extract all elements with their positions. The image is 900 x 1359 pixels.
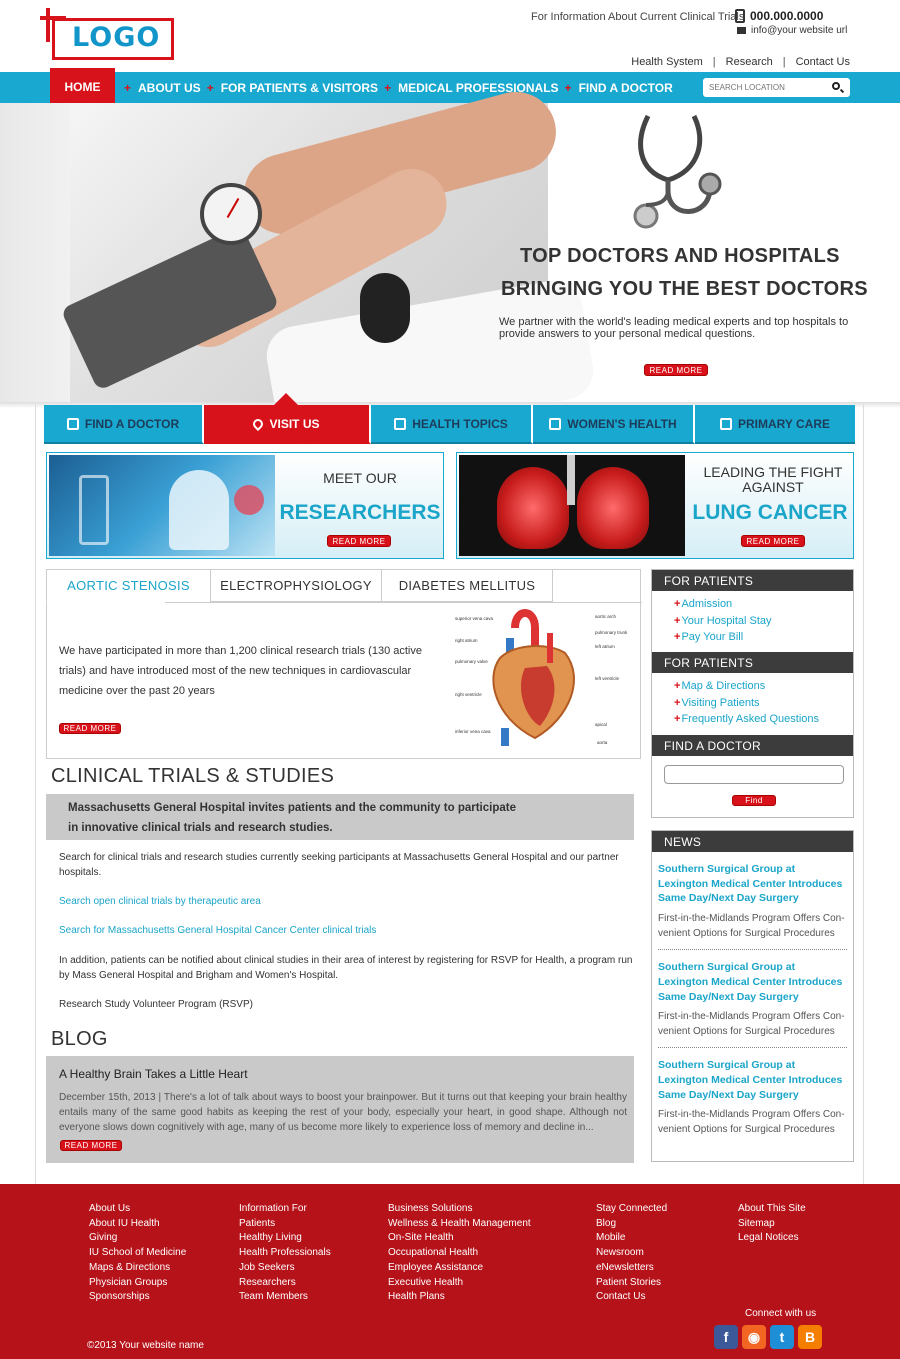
footer-link[interactable]: Employee Assistance xyxy=(388,1261,484,1273)
tab-aortic-stenosis[interactable]: AORTIC STENOSIS xyxy=(46,569,211,602)
social-icons xyxy=(714,1325,822,1349)
diagram-label: right atrium xyxy=(455,638,478,643)
footer-link[interactable]: Giving xyxy=(89,1232,118,1244)
footer xyxy=(0,1184,900,1359)
book-icon xyxy=(394,418,406,430)
lung-left xyxy=(497,467,569,549)
tab-label: VISIT US xyxy=(269,416,320,431)
footer-link[interactable]: Maps & Directions xyxy=(89,1261,171,1273)
footer-link[interactable]: Executive Health xyxy=(388,1276,464,1288)
news-item[interactable] xyxy=(652,1048,853,1145)
news-title[interactable]: Southern Surgical Group at Lexington Medical Center Introduces Same Day/Next Day Surgery xyxy=(658,961,843,1003)
footer-link[interactable]: Sponsorships xyxy=(89,1291,150,1303)
footer-link[interactable]: Physician Groups xyxy=(89,1276,168,1288)
find-doctor-input[interactable] xyxy=(664,765,844,784)
sidebar-list xyxy=(652,591,853,652)
news-item[interactable] xyxy=(652,950,853,1048)
blogger-icon[interactable]: B xyxy=(798,1325,822,1349)
tab-content-text: We have participated in more than 1,200 clinical research trials (130 active trials) and have introduced most of the new techniques in cardiovascular medicine over the past 20 years xyxy=(59,645,422,697)
facebook-icon[interactable]: f xyxy=(714,1325,738,1349)
first-aid-icon xyxy=(720,418,732,430)
nav-about-us[interactable]: ABOUT US xyxy=(138,80,201,95)
nav-find-doctor[interactable]: FIND A DOCTOR xyxy=(578,80,673,95)
person-icon xyxy=(549,418,561,430)
stethoscope-icon xyxy=(628,110,718,230)
nav-patients-visitors[interactable]: FOR PATIENTS & VISITORS xyxy=(220,80,379,95)
sidebar-item-pay-bill[interactable]: + Pay Your Bill xyxy=(674,629,853,646)
mail-icon xyxy=(737,27,746,34)
search-box xyxy=(703,78,850,97)
footer-column xyxy=(89,1202,186,1305)
footer-link[interactable]: Contact Us xyxy=(596,1291,646,1303)
tab-primary-care[interactable] xyxy=(695,405,855,444)
footer-link[interactable]: eNewsletters xyxy=(596,1261,654,1273)
footer-link[interactable]: About IU Health xyxy=(89,1217,160,1229)
clinical-banner-line2: in innovative clinical trials and research studies. xyxy=(68,822,333,834)
footer-column xyxy=(388,1202,531,1305)
clinical-paragraph: Search for clinical trials and research studies currently seeking participants at Massachusetts General Hospital and our partner hospitals. xyxy=(59,852,619,878)
news-heading: NEWS xyxy=(652,831,853,852)
promo-line2: RESEARCHERS xyxy=(279,501,441,524)
blog-post xyxy=(46,1056,634,1163)
footer-link[interactable]: Job Seekers xyxy=(239,1261,295,1273)
promo-line1: LEADING THE FIGHT AGAINST xyxy=(703,464,843,495)
footer-link[interactable]: On-Site Health xyxy=(388,1232,454,1244)
diagram-label: pulmonary trunk xyxy=(595,630,628,635)
footer-link[interactable]: Healthy Living xyxy=(239,1232,302,1244)
top-links xyxy=(631,56,850,68)
tab-label: PRIMARY CARE xyxy=(737,416,830,431)
sidebar-heading: FOR PATIENTS xyxy=(652,652,853,673)
footer-link[interactable]: Wellness & Health Management xyxy=(388,1217,531,1229)
footer-link[interactable]: Team Members xyxy=(239,1291,308,1303)
footer-link[interactable]: Legal Notices xyxy=(738,1232,799,1244)
news-desc: First-in-the-Midlands Program Offers Con-venient Options for Surgical Procedures xyxy=(658,1109,845,1136)
news-desc: First-in-the-Midlands Program Offers Con-venient Options for Surgical Procedures xyxy=(658,1004,847,1048)
feature-tabs xyxy=(44,405,855,444)
diagram-label: pulmonary valve xyxy=(455,659,488,664)
news-title[interactable]: Southern Surgical Group at Lexington Medical Center Introduces Same Day/Next Day Surgery xyxy=(658,863,843,905)
nav-medical-professionals[interactable]: MEDICAL PROFESSIONALS xyxy=(398,80,559,95)
news-title[interactable]: Southern Surgical Group at Lexington Medical Center Introduces Same Day/Next Day Surgery xyxy=(658,1059,843,1101)
photo-sleeve xyxy=(60,225,279,391)
find-button[interactable]: Find xyxy=(732,795,776,806)
clinical-paragraph: In addition, patients can be notified about clinical studies in their area of interest by registering for RSVP for Health, a program run by Mass General Hospital and Brigham and Women's Hospital. xyxy=(59,955,633,981)
stethoscope-icon xyxy=(67,418,79,430)
clinical-banner-line1: Massachusetts General Hospital invites patients and the community to participate xyxy=(68,802,516,814)
news-desc: First-in-the-Midlands Program Offers Con-venient Options for Surgical Procedures xyxy=(658,906,847,950)
footer-link[interactable]: Information For xyxy=(239,1203,307,1214)
search-input[interactable] xyxy=(709,81,824,94)
tab-find-doctor[interactable] xyxy=(44,405,204,444)
plus-icon: + xyxy=(384,80,392,95)
sidebar-box xyxy=(651,569,854,818)
footer-link[interactable]: Stay Connected xyxy=(596,1203,668,1214)
promo-researchers[interactable] xyxy=(46,452,444,559)
logo[interactable] xyxy=(40,8,174,60)
news-box xyxy=(651,830,854,1162)
plus-icon: + xyxy=(564,80,572,95)
diagram-label: superior vena cava xyxy=(455,616,494,621)
diagram-label: inferior vena cava xyxy=(455,729,491,734)
footer-link[interactable]: About Us xyxy=(89,1203,131,1214)
sidebar-item-hospital-stay[interactable]: + Your Hospital Stay xyxy=(674,613,853,630)
blog-title[interactable]: A Healthy Brain Takes a Little Heart xyxy=(59,1067,248,1081)
clinical-paragraph: Research Study Volunteer Program (RSVP) xyxy=(59,999,253,1010)
sidebar-list xyxy=(652,673,853,735)
top-link-contact-us[interactable]: Contact Us xyxy=(795,56,850,68)
tab-label: FIND A DOCTOR xyxy=(84,416,180,431)
blog-excerpt: December 15th, 2013 | There's a lot of talk about ways to boost your brainpower. But it turns out that keeping your brain healthy entails many of the same good habits as keeping the rest of your body, especially your heart, in good shape. Although not everyone slows down cognitively with age, many of us become more likely to experience loss of memory and decline in... xyxy=(59,1092,627,1133)
hero-read-more-button[interactable]: READ MORE xyxy=(644,364,708,376)
diagram-label: apical xyxy=(595,722,607,727)
tab-label: WOMEN'S HEALTH xyxy=(567,416,677,431)
clinical-banner xyxy=(46,794,634,840)
footer-link[interactable]: Newsroom xyxy=(596,1247,644,1259)
rss-icon[interactable]: ◉ xyxy=(742,1325,766,1349)
footer-link[interactable]: Researchers xyxy=(239,1276,296,1288)
top-link-research[interactable]: Research xyxy=(725,56,773,68)
diagram-label: left atrium xyxy=(595,644,615,649)
xray-trachea xyxy=(567,455,575,505)
tab-visit-us[interactable] xyxy=(204,405,371,444)
logo-text: LOGO xyxy=(72,22,161,53)
footer-link[interactable]: Mobile xyxy=(596,1232,626,1244)
hero-heading-1: TOP DOCTORS AND HOSPITALS xyxy=(520,245,840,267)
tab-diabetes-mellitus[interactable]: DIABETES MELLITUS xyxy=(381,569,553,602)
sidebar-item-faq[interactable]: + Frequently Asked Questions xyxy=(674,711,853,728)
clinical-link-therapeutic[interactable]: Search open clinical trials by therapeutic area xyxy=(59,896,261,907)
logo-cross-bar xyxy=(40,16,66,20)
footer-link[interactable]: Patient Stories xyxy=(596,1276,662,1288)
footer-link[interactable]: Sitemap xyxy=(738,1217,775,1229)
photo-bulb xyxy=(360,273,410,343)
sidebar-item-visiting-patients[interactable]: + Visiting Patients xyxy=(674,695,853,712)
sidebar-heading: FIND A DOCTOR xyxy=(652,735,853,756)
logo-cross-icon xyxy=(46,8,50,42)
twitter-icon[interactable]: t xyxy=(770,1325,794,1349)
lung-right xyxy=(577,467,649,549)
divider: | xyxy=(712,56,716,68)
footer-link[interactable]: Blog xyxy=(596,1217,617,1229)
sidebar-item-map-directions[interactable]: + Map & Directions xyxy=(674,678,853,695)
tab-health-topics[interactable] xyxy=(371,405,533,444)
lab-photo xyxy=(49,455,275,556)
active-tab-pointer xyxy=(274,393,298,405)
clinical-heading: CLINICAL TRIALS & STUDIES xyxy=(51,765,335,787)
top-link-health-system[interactable]: Health System xyxy=(631,56,703,68)
footer-column xyxy=(239,1202,331,1305)
footer-link[interactable]: About This Site xyxy=(738,1203,806,1214)
copyright: ©2013 Your website name xyxy=(87,1340,204,1351)
phone-icon xyxy=(735,9,745,23)
location-pin-icon xyxy=(251,416,265,430)
blog-read-more-button[interactable]: READ MORE xyxy=(60,1140,122,1151)
promo-lung-cancer[interactable] xyxy=(456,452,854,559)
promo-line1: MEET OUR xyxy=(323,470,397,486)
promo-read-more-button[interactable]: READ MORE xyxy=(327,535,391,547)
hero-text: We partner with the world's leading medical experts and top hospitals to provide answers to your personal medical questions. xyxy=(499,316,849,340)
clinical-trials-info: For Information About Current Clinical Trials xyxy=(531,11,745,23)
clinical-link-cancer-center[interactable]: Search for Massachusetts General Hospital Cancer Center clinical trials xyxy=(59,925,377,936)
phone-number: 000.000.0000 xyxy=(750,9,824,23)
tab-electrophysiology[interactable]: ELECTROPHYSIOLOGY xyxy=(210,569,382,602)
plus-icon: + xyxy=(206,80,214,95)
photo-sample xyxy=(234,485,264,515)
connect-label: Connect with us xyxy=(745,1308,817,1319)
divider: | xyxy=(782,56,786,68)
footer-column xyxy=(738,1202,806,1246)
microscope-icon xyxy=(79,475,109,545)
plus-icon: + xyxy=(124,80,132,95)
photo-researcher xyxy=(169,470,229,550)
tab-label: HEALTH TOPICS xyxy=(412,416,508,431)
diagram-label: left ventricle xyxy=(595,676,620,681)
footer-link[interactable]: Business Solutions xyxy=(388,1203,473,1214)
diagram-label: aortic arch xyxy=(595,614,617,619)
promo-read-more-button[interactable]: READ MORE xyxy=(741,535,805,547)
sidebar-heading: FOR PATIENTS xyxy=(652,570,853,591)
diagram-label: aorta xyxy=(597,740,608,745)
tab-read-more-button[interactable]: READ MORE xyxy=(59,723,121,734)
promo-line2: LUNG CANCER xyxy=(692,501,848,524)
main-nav xyxy=(118,72,673,103)
email-link[interactable]: info@your website url xyxy=(751,25,848,36)
heart-diagram xyxy=(455,608,628,748)
footer-link[interactable]: Health Plans xyxy=(388,1291,445,1303)
nav-home[interactable]: HOME xyxy=(50,68,115,105)
footer-link[interactable]: Health Professionals xyxy=(239,1247,331,1259)
tab-womens-health[interactable] xyxy=(533,405,695,444)
blog-heading: BLOG xyxy=(51,1028,108,1050)
footer-column xyxy=(596,1202,667,1305)
lungs-xray xyxy=(459,455,685,556)
news-item[interactable] xyxy=(652,852,853,950)
hero-photo xyxy=(70,103,548,405)
footer-link[interactable]: Patients xyxy=(239,1217,276,1229)
hero-heading-2: BRINGING YOU THE BEST DOCTORS xyxy=(501,278,868,300)
footer-link[interactable]: Occupational Health xyxy=(388,1247,479,1259)
blood-pressure-gauge-icon xyxy=(200,183,262,245)
sidebar-item-admission[interactable]: + Admission xyxy=(674,596,853,613)
footer-link[interactable]: IU School of Medicine xyxy=(89,1247,187,1259)
search-icon[interactable] xyxy=(832,82,840,90)
diagram-label: right ventricle xyxy=(455,692,482,697)
tab-divider xyxy=(165,602,642,603)
